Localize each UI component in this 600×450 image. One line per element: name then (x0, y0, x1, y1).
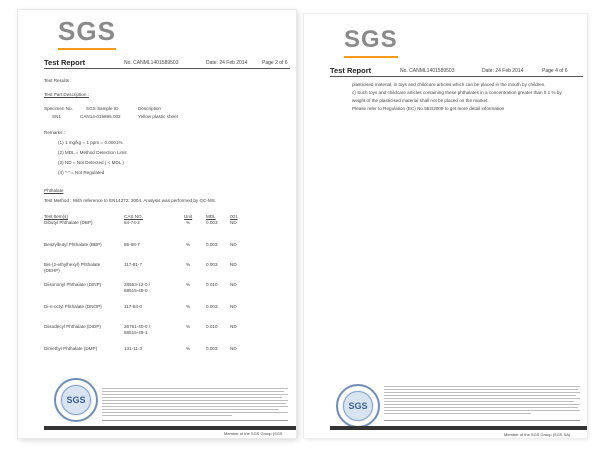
table-row-mdl: 0.010 (206, 282, 218, 287)
table-row-item: Dibutyl Phthalate (DBP) (44, 220, 93, 225)
table-row-unit: % (186, 324, 191, 329)
specimen-col-2: SGS Sample ID (86, 106, 119, 111)
table-row-item-line2: (DEHP) (44, 268, 60, 273)
page-number: Page 4 of 6 (542, 68, 568, 74)
table-row-mdl: 0.003 (206, 242, 218, 247)
table-row-unit: % (186, 262, 191, 267)
header-rule (44, 68, 290, 69)
report-number: No. CANML1401589503 (124, 60, 179, 66)
table-row-cas-line2: 68515-48-0 (124, 288, 148, 293)
table-row-unit: % (186, 220, 191, 225)
footer-member: Member of the SGS Group (SGS SA) (504, 432, 571, 437)
logo-accent-bar (58, 48, 116, 50)
table-row-item: Bis-(2-ethylhexyl) Phthalate (44, 262, 101, 267)
footer-member: Member of the SGS Group (SGS (224, 431, 283, 436)
table-row-result: ND (230, 282, 237, 287)
table-row-result: ND (230, 220, 237, 225)
table-row-mdl: 0.003 (206, 220, 218, 225)
test-part-heading: Test Part Description : (44, 92, 89, 97)
remark-1: (1) 1 mg/kg = 1 ppm = 0.0001% (58, 140, 123, 145)
specimen-col-3: Description (138, 106, 161, 111)
col-header-test-item: Test Item(s) (44, 214, 68, 219)
table-row-cas: 28553-12-0 / (124, 282, 151, 287)
report-title: Test Report (44, 58, 86, 67)
body-line-1: plasticised material, in toys and childcare articles which can be placed in the mouth by children. (352, 82, 546, 87)
sgs-logo: SGS (58, 16, 116, 47)
header-rule (330, 76, 583, 77)
report-date: Date: 24 Feb 2014 (482, 68, 524, 74)
specimen-no: SN1 (52, 114, 61, 119)
table-row-unit: % (186, 242, 191, 247)
remark-2: (2) MDL = Method Detection Limit (58, 150, 127, 155)
table-row-mdl: 0.003 (206, 262, 218, 267)
col-header-cas: CAS NO. (124, 214, 143, 219)
sample-description: Yellow plastic sheet (138, 114, 178, 119)
test-results-label: Test Results : (44, 78, 72, 83)
report-number: No. CANML1401589503 (400, 68, 455, 74)
sgs-logo: SGS (344, 26, 398, 54)
footer-bar (330, 426, 587, 430)
table-row-result: ND (230, 262, 237, 267)
body-line-2: c) Such toys and childcare articles containing these phthalates in a concentration greater than 0.1 % by (352, 90, 562, 95)
report-page-2 (18, 10, 296, 438)
col-header-unit: Unit (184, 214, 193, 219)
body-line-4: Please refer to Regulation (EC) No 552/2009 to get more detail information (352, 106, 505, 111)
report-date: Date: 24 Feb 2014 (206, 60, 248, 66)
logo-accent-bar (344, 56, 398, 58)
table-row-result: ND (230, 242, 237, 247)
disclaimer-text (384, 386, 580, 416)
table-row-cas: 85-68-7 (124, 242, 140, 247)
remark-3: (3) ND = Not Detected ( < MDL ) (58, 160, 124, 165)
table-row-item: Diisodecyl Phthalate (DIDP) (44, 324, 101, 329)
table-row-result: ND (230, 324, 237, 329)
body-line-3: weight of the plasticised material shall not be placed on the market. (352, 98, 489, 103)
table-row-mdl: 0.003 (206, 304, 218, 309)
address-line (384, 420, 580, 423)
table-row-cas: 117-84-0 (124, 304, 143, 309)
col-header-mdl: MDL (206, 214, 216, 219)
report-title: Test Report (330, 66, 372, 75)
sgs-seal: SGS (54, 378, 98, 422)
table-row-item: Diisononyl Phthalate (DINP) (44, 282, 102, 287)
table-row-result: ND (230, 304, 237, 309)
table-row-cas: 26761-40-0 / (124, 324, 151, 329)
table-row-result: ND (230, 346, 237, 351)
table-row-cas: 84-74-2 (124, 220, 140, 225)
table-row-item: Di-n-octyl Phthalate (DNOP) (44, 304, 102, 309)
col-header-result: 001 (230, 214, 238, 219)
specimen-col-1: Specimen No. (44, 106, 73, 111)
report-page-4 (304, 14, 587, 438)
table-row-unit: % (186, 304, 191, 309)
sample-id: CAN14-015895.002 (80, 114, 121, 119)
disclaimer-text (102, 388, 288, 418)
table-row-item: Benzylbutyl Phthalate (BBP) (44, 242, 102, 247)
remarks-heading: Remarks : (44, 130, 65, 135)
footer-bar (44, 426, 296, 430)
remark-4: (4) "-" = Not Regulated (58, 170, 105, 175)
address-line (102, 420, 288, 423)
table-row-cas: 117-81-7 (124, 262, 143, 267)
phthalate-heading: Phthalate (44, 188, 64, 193)
table-row-item: Dimethyl Phthalate (DMP) (44, 346, 98, 351)
table-row-unit: % (186, 346, 191, 351)
table-row-unit: % (186, 282, 191, 287)
table-row-cas-line2: 68515-49-1 (124, 330, 148, 335)
table-row-mdl: 0.003 (206, 346, 218, 351)
test-method: Test Method : With reference to EN14372: 2004. Analysis was performed by GC-MS. (44, 198, 217, 203)
table-row-cas: 131-11-3 (124, 346, 143, 351)
page-number: Page 2 of 6 (262, 60, 288, 66)
table-row-mdl: 0.010 (206, 324, 218, 329)
sgs-seal: SGS (336, 384, 380, 428)
